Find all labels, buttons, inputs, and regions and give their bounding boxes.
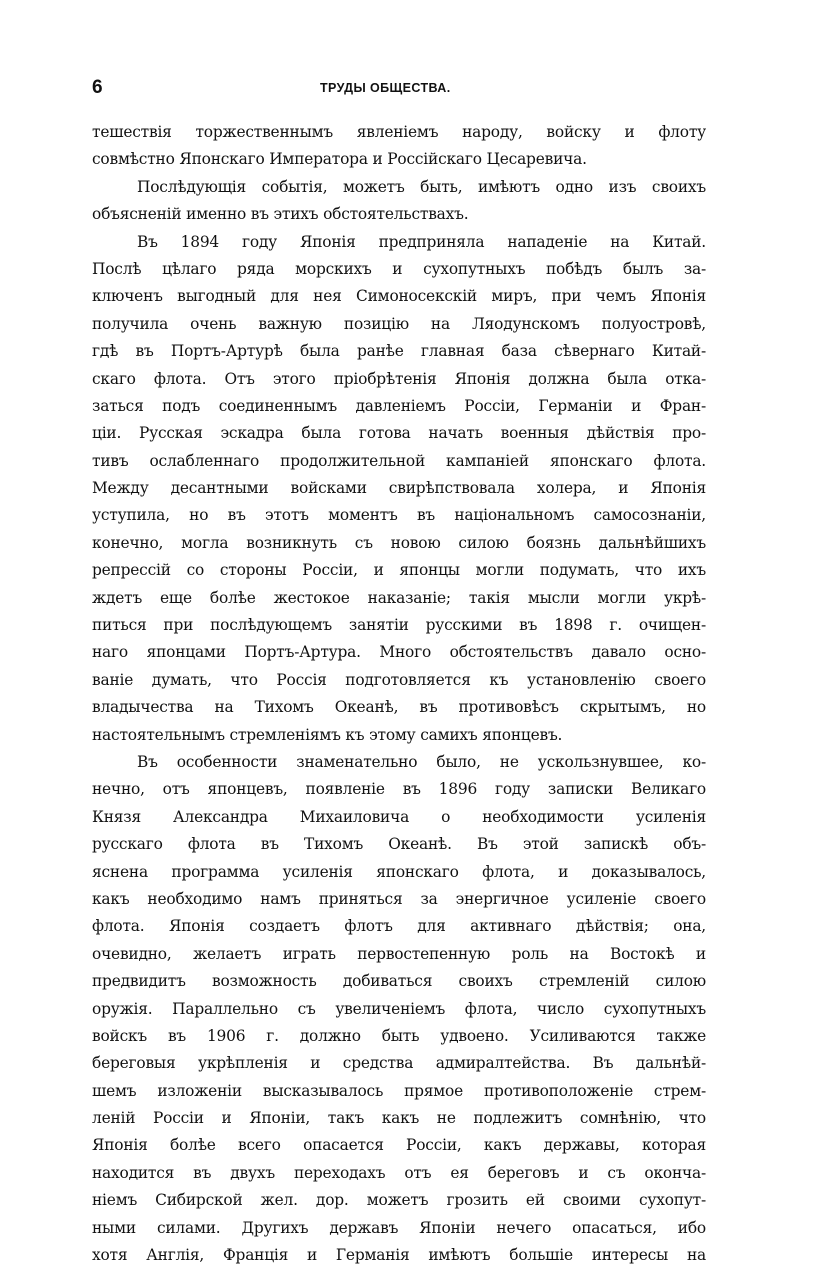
text-line: предвидитъ возможность добиваться своихъ стремленій силою [92,972,706,991]
text-line: наго японцами Портъ-Артура. Много обстоятельствъ давало осно- [92,643,706,662]
text-line: оружія. Параллельно съ увеличеніемъ флота, число сухопутныхъ [92,999,706,1018]
text-line: тешествія торжественнымъ явленіемъ народу, войску и флоту [92,123,706,141]
text-line: получила очень важную позицію на Ляодунскомъ полуостровѣ, [92,314,706,333]
text-line: Послѣдующія событія, можетъ быть, имѣютъ одно изъ своихъ [137,177,706,196]
text-line: флота. Японія создаетъ флотъ для активнаго дѣйствія; она, [92,917,706,936]
text-line: конечно, могла возникнуть съ новою силою боязнь дальнѣйшихъ [92,533,706,552]
page-number: 6 [92,77,103,98]
text-line: Между десантными войсками свирѣпствовала холера, и Японія [92,479,706,498]
text-line: объясненій именно въ этихъ обстоятельствахъ. [92,205,469,224]
text-line: репрессій со стороны Россіи, и японцы могли подумать, что ихъ [92,561,706,580]
text-line: ваніе думать, что Россія подготовляется къ установленію своего [92,670,706,689]
text-line: ніемъ Сибирской жел. дор. можетъ грозить ей своими сухопут- [92,1191,706,1210]
text-line: Послѣ цѣлаго ряда морскихъ и сухопутныхъ побѣдъ былъ за- [92,259,706,278]
text-line: ными силами. Другихъ державъ Японіи нечего опасаться, ибо [92,1218,706,1237]
text-line: скаго флота. Отъ этого пріобрѣтенія Японія должна была отка- [92,369,706,388]
text-line: ключенъ выгодный для нея Симоносекскій миръ, при чемъ Японія [92,287,706,306]
page-header [92,76,706,100]
text-line: береговыя укрѣпленія и средства адмиралтейства. Въ дальнѣй- [92,1054,706,1073]
text-line: очевидно, желаетъ играть первостепенную роль на Востокѣ и [92,944,706,963]
text-line: хотя Англія, Франція и Германія имѣютъ большіе интересы на [92,1246,706,1265]
text-line: Японія болѣе всего опасается Россіи, какъ державы, которая [92,1136,706,1155]
text-line: яснена программа усиленія японскаго флота, и доказывалось, [92,862,706,881]
text-line: Князя Александра Михаиловича о необходимости усиленія [92,807,706,826]
text-line: Въ 1894 году Японія предприняла нападеніе на Китай. [137,232,706,251]
text-line: настоятельнымъ стремленіямъ къ этому самихъ японцевъ. [92,725,563,744]
paragraph [92,174,706,229]
running-head: ТРУДЫ ОБЩЕСТВА. [320,81,451,95]
text-line: уступила, но въ этотъ моментъ въ національномъ самосознаніи, [92,506,706,525]
text-line: находится въ двухъ переходахъ отъ ея береговъ и съ оконча- [92,1163,706,1182]
text-line: совмѣстно Японскаго Императора и Россійскаго Цесаревича. [92,150,587,169]
text-line: владычества на Тихомъ Океанѣ, въ противовѣсъ скрытымъ, но [92,698,706,717]
text-line: шемъ изложеніи высказывалось прямое противоположеніе стрем- [92,1081,706,1100]
text-line: гдѣ въ Портъ-Артурѣ была ранѣе главная база сѣвернаго Китай- [92,342,706,361]
paragraph [92,229,706,749]
body-text [92,119,706,1269]
paragraph [92,119,706,174]
text-line: нечно, отъ японцевъ, появленіе въ 1896 году записки Великаго [92,780,706,799]
text-line: леній Россіи и Японіи, такъ какъ не подлежитъ сомнѣнію, что [92,1109,706,1128]
text-line: войскъ въ 1906 г. должно быть удвоено. Усиливаются также [92,1026,706,1045]
text-line: русскаго флота въ Тихомъ Океанѣ. Въ этой запискѣ объ- [92,835,706,854]
text-line: заться подъ соединеннымъ давленіемъ Россіи, Германіи и Фран- [92,396,706,415]
text-line: Въ особенности знаменательно было, не ускользнувшее, ко- [137,752,706,771]
text-line: ціи. Русская эскадра была готова начать военныя дѣйствія про- [92,424,706,443]
text-line: ждетъ еще болѣе жестокое наказаніе; такія мысли могли укрѣ- [92,588,706,607]
text-line: какъ необходимо намъ приняться за энергичное усиленіе своего [92,889,706,908]
text-line: питься при послѣдующемъ занятіи русскими въ 1898 г. очищен- [92,616,706,635]
text-line: тивъ ослабленнаго продолжительной кампаніей японскаго флота. [92,451,706,470]
